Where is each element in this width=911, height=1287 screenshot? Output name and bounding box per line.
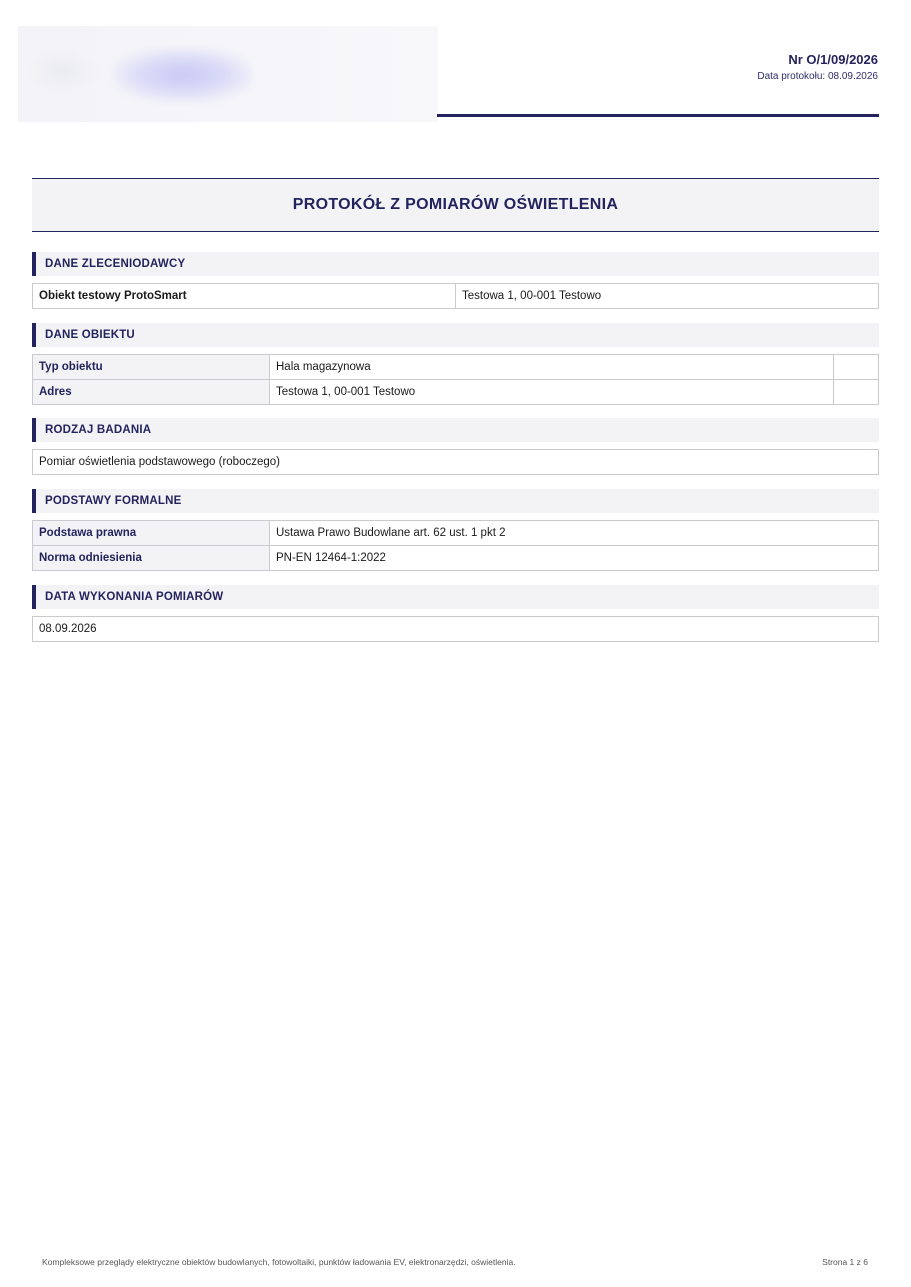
header-divider [437,114,879,117]
logo-mark-left [28,46,98,96]
footer-text: Kompleksowe przeglądy elektryczne obiektów budowlanych, fotowoltaiki, punktów ładowania EV, elektronarzędzi, oświetlenia. [42,1257,516,1267]
protocol-number: Nr O/1/09/2026 [788,52,878,67]
section-heading-text: RODZAJ BADANIA [45,424,152,436]
section-heading [32,323,879,347]
measurement-date-table [32,616,879,642]
section-heading [32,418,879,442]
test-type-table [32,449,879,475]
document-title: PROTOKÓŁ Z POMIARÓW OŚWIETLENIA [292,196,619,213]
table-row [33,546,879,571]
client-address: Testowa 1, 00-001 Testowo [456,284,879,309]
section-heading [32,252,879,276]
row-value: Hala magazynowa [270,355,834,380]
empty-cell [834,355,879,380]
table-row [33,355,879,380]
row-label: Podstawa prawna [33,521,270,546]
client-table [32,283,879,309]
section-heading-text: PODSTAWY FORMALNE [45,495,182,507]
page-number: Strona 1 z 6 [822,1257,868,1267]
protocol-date: Data protokołu: 08.09.2026 [757,71,878,82]
row-value: Ustawa Prawo Budowlane art. 62 ust. 1 pkt 2 [270,521,879,546]
table-row [33,521,879,546]
section-heading-text: DATA WYKONANIA POMIARÓW [45,591,224,603]
company-logo [18,26,438,122]
section-heading-text: DANE OBIEKTU [45,329,135,341]
section-heading [32,585,879,609]
client-name: Obiekt testowy ProtoSmart [33,284,456,309]
section-object [32,323,879,405]
section-test-type [32,418,879,475]
section-client [32,252,879,309]
document-header-info [757,52,878,82]
table-row [33,284,879,309]
formal-basis-table [32,520,879,571]
section-heading [32,489,879,513]
empty-cell [834,380,879,405]
row-value: PN-EN 12464-1:2022 [270,546,879,571]
table-row [33,380,879,405]
row-value: Testowa 1, 00-001 Testowo [270,380,834,405]
object-table [32,354,879,405]
row-label: Norma odniesienia [33,546,270,571]
section-formal-basis [32,489,879,571]
table-row [33,617,879,642]
measurement-date-value: 08.09.2026 [33,617,879,642]
logo-mark [113,48,253,102]
table-row [33,450,879,475]
row-label: Typ obiektu [33,355,270,380]
section-heading-text: DANE ZLECENIODAWCY [45,258,186,270]
test-type-value: Pomiar oświetlenia podstawowego (roboczego) [33,450,879,475]
section-measurement-date [32,585,879,642]
row-label: Adres [33,380,270,405]
document-title-box [32,178,879,232]
